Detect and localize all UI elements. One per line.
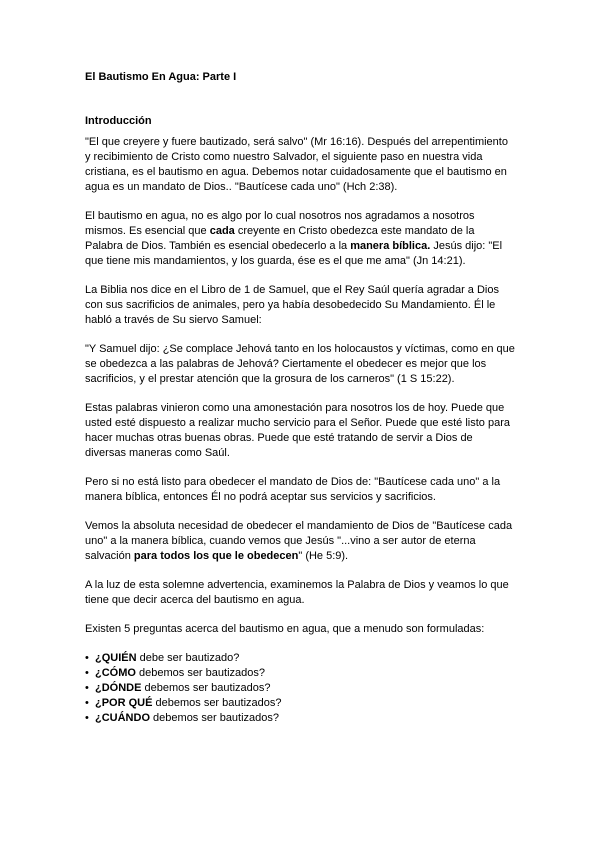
question-item-por-que <box>85 696 515 711</box>
paragraph-6: Pero si no está listo para obedecer el mandato de Dios de: "Bautícese cada uno" a la manera bíblica, entonces Él no podrá aceptar sus servicios y sacrificios. <box>85 476 501 503</box>
paragraph-2-bold-cada: cada <box>209 225 235 237</box>
question-text: debemos ser bautizados? <box>150 712 280 724</box>
paragraph-7-text-a: Vemos la absoluta necesidad de obedecer el mandamiento de Dios de "Bautícese cada uno" a la manera bíblica, cuando vemos que Jesús "...vino a ser autor de eterna salvación <box>85 520 513 562</box>
question-keyword: ¿CUÁNDO <box>95 712 150 724</box>
question-text: debemos ser bautizados? <box>152 697 282 709</box>
question-keyword: ¿CÓMO <box>95 667 136 679</box>
question-text: debemos ser bautizados? <box>135 667 265 679</box>
document-page <box>85 70 515 726</box>
bullet-icon: • <box>85 697 89 709</box>
question-item-cuando <box>85 711 515 726</box>
paragraph-8: A la luz de esta solemne advertencia, examinemos la Palabra de Dios y veamos lo que tiene que decir acerca del bautismo en agua. <box>85 579 509 606</box>
question-keyword: ¿DÓNDE <box>95 682 142 694</box>
question-text: debe ser bautizado? <box>136 652 240 664</box>
paragraph-2-bold-manera-biblica: manera bíblica. <box>350 240 431 252</box>
question-item-como <box>85 666 515 681</box>
bullet-icon: • <box>85 682 89 694</box>
paragraph-7-bold: para todos los que le obedecen <box>133 550 299 562</box>
paragraph-3: La Biblia nos dice en el Libro de 1 de Samuel, que el Rey Saúl quería agradar a Dios con sus sacrificios de animales, pero ya había desobedecido Su Mandamiento. Él le habló a través de Su siervo Samuel: <box>85 284 499 326</box>
bullet-icon: • <box>85 712 89 724</box>
question-keyword: ¿POR QUÉ <box>95 697 153 709</box>
question-item-donde <box>85 681 515 696</box>
paragraph-2-text-a: El bautismo en agua, no es algo por lo cual nosotros nos agradamos a nosotros mismos. Es esencial que <box>85 210 475 237</box>
document-title: El Bautismo En Agua: Parte I <box>85 71 237 83</box>
bullet-icon: • <box>85 652 89 664</box>
question-keyword: ¿QUIÉN <box>95 652 137 664</box>
bullet-icon: • <box>85 667 89 679</box>
questions-list <box>85 651 515 726</box>
paragraph-2-text-e: Jesús dijo: "El que tiene mis mandamientos, y los guarda, ése es el que me ama" (Jn 14:21). <box>85 240 503 267</box>
question-item-quien <box>85 651 515 666</box>
paragraph-7-text-c: " (He 5:9). <box>298 550 349 562</box>
paragraph-1: "El que creyere y fuere bautizado, será salvo" (Mr 16:16). Después del arrepentimiento y recibimiento de Cristo como nuestro Salvador, el siguiente paso en nuestra vida cristiana, es el bautismo en agua. Debemos notar cuidadosamente que el bautismo en agua es un mandato de Dios.. "Bautícese cada uno" (Hch 2:38). <box>85 136 508 193</box>
paragraph-7 <box>85 519 515 564</box>
paragraph-9: Existen 5 preguntas acerca del bautismo en agua, que a menudo son formuladas: <box>85 623 485 635</box>
paragraph-4-quote: "Y Samuel dijo: ¿Se complace Jehová tanto en los holocaustos y víctimas, como en que se obedezca a las palabras de Jehová? Ciertamente el obedecer es mejor que los sacrificios, y el prestar atención que la grosura de los carneros" (1 S 15:22). <box>85 343 515 385</box>
question-text: debemos ser bautizados? <box>141 682 271 694</box>
paragraph-2 <box>85 209 515 269</box>
section-heading-introduccion: Introducción <box>85 115 152 127</box>
paragraph-5: Estas palabras vinieron como una amonestación para nosotros los de hoy. Puede que usted esté dispuesto a realizar mucho servicio para el Señor. Puede que esté listo para hacer muchas otras buenas obras. Puede que esté tratando de servir a Dios de diversas maneras como Saúl. <box>85 402 510 459</box>
paragraph-2-text-c: creyente en Cristo obedezca este mandato de la Palabra de Dios. También es esencial obedecerlo a la <box>85 225 475 252</box>
